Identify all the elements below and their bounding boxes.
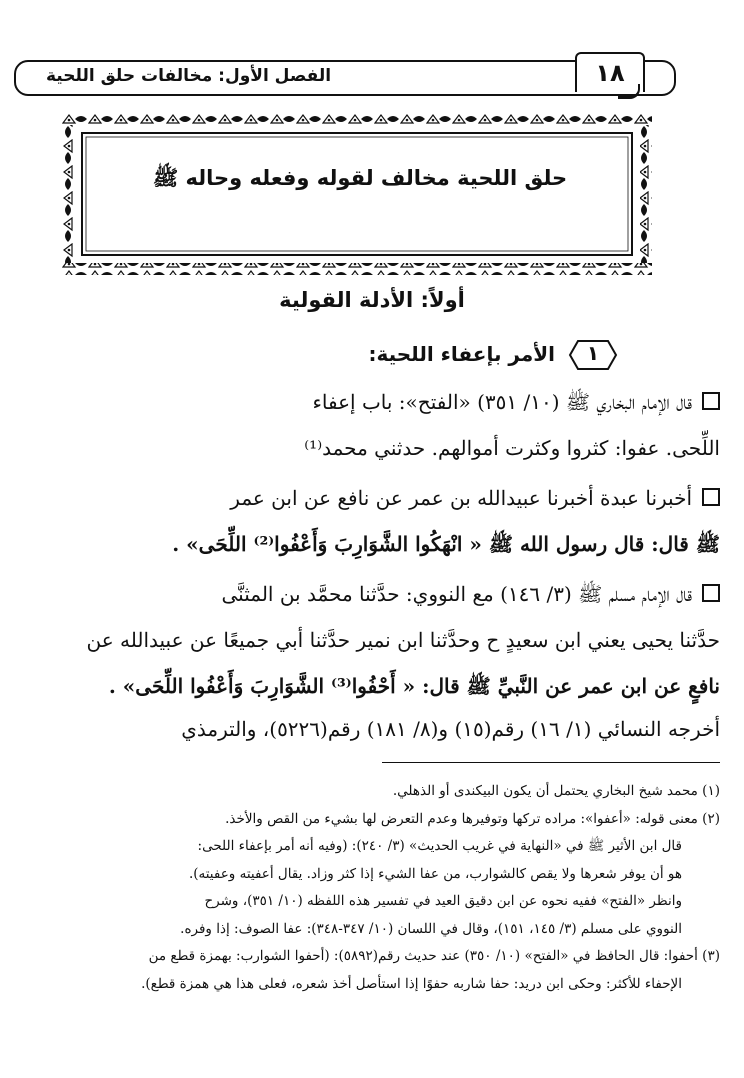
footnote-separator (382, 762, 720, 763)
chapter-title: الفصل الأول: مخالفات حلق اللحية (46, 66, 332, 86)
checkbox-bullet-icon (702, 392, 720, 410)
tab-ornament (618, 84, 640, 99)
footnote-line: النووي على مسلم (٣/ ١٤٥، ١٥١)، وقال في اللسان (١٠/ ٣٤٧-٣٤٨): عفا الصوف: إذا وفره. (180, 920, 682, 937)
paragraph-line: قال الإمام مسلم ﷺ (٣/ ١٤٦) مع النووي: حدَّثنا محمَّد بن المثنَّى (34, 571, 720, 617)
footnote-line: قال ابن الأثير ﷺ في «النهاية في غريب الحديث» (٣/ ٢٤٠): (وفيه أنه أمر بإعفاء اللحى: (197, 838, 682, 854)
footnote-line: الإحفاء للأكثر: وحكى ابن دريد: حفا شاربه حفوًا إذا استأصل أخذ شعره، فعلى هذا هي همزة قطع). (141, 975, 682, 992)
item-number: ١ (586, 341, 600, 365)
footnote-line: هو أن يوفر شعرها ولا يقص كالشوارب، من عفا الشيء إذا كثر وزاد. يقال أعفيته وعفيته). (188, 865, 682, 882)
page-number: ١٨ (595, 59, 625, 87)
checkbox-bullet-icon (702, 488, 720, 506)
frame-title: حلق اللحية مخالف لقوله وفعله وحاله ﷺ (152, 166, 568, 190)
paragraph-bukhari-2 (34, 475, 720, 567)
paragraph-bukhari-1 (34, 379, 720, 471)
footnote-line: (٣) أحفوا: قال الحافظ في «الفتح» (١٠/ ٣٥٠) عند حديث رقم(٥٨٩٢): (أحفوا الشوارب: بهمزة قطع من (148, 948, 720, 964)
paragraph-line: حدَّثنا يحيى يعني ابن سعيدٍ ح وحدَّثنا ابن نمير حدَّثنا أبي جميعًا عن عبيدالله عن (86, 628, 720, 652)
paragraph-nasai (34, 706, 720, 752)
footnote-line: وانظر «الفتح» ففيه نحوه عن ابن دقيق العيد في تفسير هذه اللفظه (١٠/ ٣٥١)، وشرح (204, 893, 682, 909)
item-number-badge (568, 339, 618, 371)
footnote-line: (١) محمد شيخ البخاري يحتمل أن يكون البيكندى أو الذهلي. (392, 783, 720, 799)
paragraph-line: قال الإمام البخاري ﷺ (١٠/ ٣٥١) «الفتح»: باب إعفاء (34, 379, 720, 425)
checkbox-bullet-icon (702, 584, 720, 602)
item-heading: الأمر بإعفاء اللحية: (368, 342, 555, 366)
section-heading: أولاً: الأدلة القولية (279, 288, 465, 312)
paragraph-line: ﷺ قال: قال رسول الله ﷺ « انْهَكُوا الشَّوَارِبَ وَأَعْفُوا⁽²⁾ اللِّحَى» . (172, 532, 720, 556)
paragraph-line: أخرجه النسائي (١/ ١٦) رقم(١٥) و(٨/ ١٨١) رقم(٥٢٢٦)، والترمذي (181, 717, 720, 741)
footnotes (30, 778, 720, 998)
paragraph-line: اللِّحى. عفوا: كثروا وكثرت أموالهم. حدثني محمد⁽¹⁾ (304, 436, 720, 460)
paragraph-line: نافعٍ عن ابن عمر عن النَّبيِّ ﷺ قال: « أَحْفُوا⁽³⁾ الشَّوَارِبَ وَأَعْفُوا اللِّحَى» . (108, 674, 720, 698)
paragraph-line: أخبرنا عبدة أخبرنا عبيدالله بن عمر عن نافع عن ابن عمر (34, 475, 720, 521)
paragraph-muslim (34, 571, 720, 709)
footnote-line: (٢) معنى قوله: «أعفوا»: مراده تركها وتوفيرها وعدم التعرض لها بشيء من القص والأخذ. (225, 810, 720, 827)
